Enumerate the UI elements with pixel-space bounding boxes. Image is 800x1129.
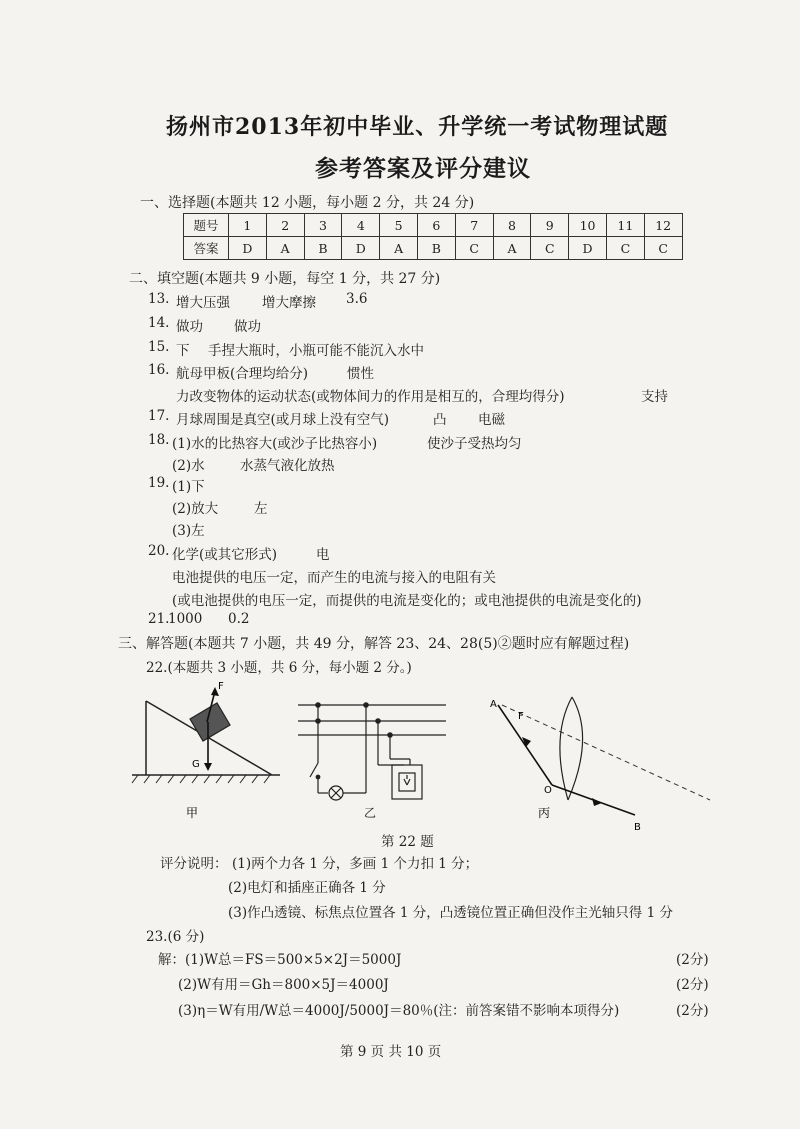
question-number-cell: 3 [304,214,342,237]
q14-a2: 做功 [234,319,261,335]
q13-a2: 增大摩擦 [262,295,316,311]
answer-cell: B [417,237,455,260]
answer-cell: B [304,237,342,260]
q13-a1: 增大压强 [176,295,230,311]
question-number-cell: 8 [493,214,531,237]
label-jia: 甲 [186,806,199,820]
q17-a2: 凸 [433,412,447,428]
answer-cell: D [229,237,267,260]
q23-score-1: (2分) [676,952,709,968]
q23-score-3: (2分) [676,1003,709,1019]
q20-a2: 电 [316,547,330,563]
question-number-cell: 9 [531,214,569,237]
answer-table [183,213,683,260]
question-number-cell: 12 [644,214,682,237]
q15-a2: 手捏大瓶时，小瓶可能不能沉入水中 [208,343,424,359]
q15-num: 15. [148,339,170,355]
question-number-cell: 11 [606,214,644,237]
page-title: 扬州市2013年初中毕业、升学统一考试物理试题 [166,114,669,140]
q23-step3: (3)η＝W有用/W总＝4000J/5000J＝80％(注：前答案错不影响本项得分) [178,1003,620,1019]
label-bing: 丙 [538,806,551,820]
q18-a4: 水蒸气液化放热 [240,458,335,474]
q19-a3: 左 [254,501,268,517]
q16-a1: 航母甲板(合理均给分) [176,366,309,382]
label-O: O [544,785,552,796]
q23-step2: (2)W有用＝Gh＝800×5J＝4000J [178,977,389,993]
label-yi: 乙 [364,806,377,820]
figure-incline [132,681,280,820]
answer-cell: A [493,237,531,260]
figure-lens [490,697,710,833]
table-header-num: 题号 [184,214,229,237]
q21-a2: 0.2 [228,611,250,627]
label-F: F [218,681,224,692]
question-number-cell: 10 [569,214,607,237]
q13-a3: 3.6 [346,291,368,307]
q16-num: 16. [148,362,170,378]
label-A: A [490,699,497,710]
section-heading-solve: 三、解答题(本题共 7 小题，共 49 分，解答 23、24、28(5)②题时应有解题过程) [118,636,630,652]
q16-a2: 惯性 [347,366,374,382]
answer-cell: C [455,237,493,260]
q15-a1: 下 [176,343,190,359]
answer-cell: D [342,237,380,260]
q20-a4: (或电池提供的电压一定，而提供的电流是变化的；或电池提供的电流是变化的) [172,593,642,609]
question-number-cell: 1 [229,214,267,237]
q22-figures [120,675,720,835]
q19-a4: (3)左 [172,523,205,539]
q22-heading: 22.(本题共 3 小题，共 6 分，每小题 2 分。) [146,660,412,676]
q17-a1: 月球周围是真空(或月球上没有空气) [176,412,390,428]
label-G: G [192,759,200,770]
q20-a3: 电池提供的电压一定，而产生的电流与接入的电阻有关 [172,570,496,586]
section-heading-choice: 一、选择题(本题共 12 小题，每小题 2 分，共 24 分) [140,195,475,211]
q23-score-2: (2分) [676,977,709,993]
section-heading-fill: 二、填空题(本题共 9 小题，每空 1 分，共 27 分) [129,271,441,287]
answer-cell: C [644,237,682,260]
question-number-cell: 2 [266,214,304,237]
table-header-ans: 答案 [184,237,229,260]
page-subtitle: 参考答案及评分建议 [315,155,531,182]
q21-num: 21. [148,611,170,627]
q18-a2: 使沙子受热均匀 [427,436,522,452]
q16-a4: 支持 [641,389,668,405]
note-3: (3)作凸透镜、标焦点位置各 1 分，凸透镜位置正确但没作主光轴只得 1 分 [228,905,673,921]
figure-circuit [298,703,446,820]
answer-cell: D [569,237,607,260]
q13-num: 13. [148,291,170,307]
answer-cell: C [606,237,644,260]
figure-caption: 第 22 题 [381,834,434,850]
q17-num: 17. [148,408,170,424]
question-number-cell: 6 [417,214,455,237]
q23-heading: 23.(6 分) [146,929,205,945]
q21-a1: 1000 [168,611,203,627]
answer-cell: A [380,237,418,260]
question-number-cell: 7 [455,214,493,237]
q16-a3: 力改变物体的运动状态(或物体间力的作用是相互的，合理均得分) [176,389,565,405]
q14-num: 14. [148,315,170,331]
q19-a1: (1)下 [172,479,205,495]
q18-num: 18. [148,432,170,448]
page-footer: 第 9 页 共 10 页 [340,1044,442,1060]
note-2: (2)电灯和插座正确各 1 分 [228,880,386,896]
q18-a1: (1)水的比热容大(或沙子比热容小) [172,436,378,452]
label-B: B [634,822,641,833]
answer-cell: C [531,237,569,260]
q17-a3: 电磁 [478,412,505,428]
question-number-cell: 5 [380,214,418,237]
q18-a3: (2)水 [172,458,205,474]
q20-num: 20. [148,543,170,559]
note-label: 评分说明： [160,856,228,872]
note-1: (1)两个力各 1 分，多画 1 个力扣 1 分； [232,856,479,872]
q19-a2: (2)放大 [172,501,219,517]
q19-num: 19. [148,475,170,491]
label-F2: F [518,711,524,722]
q23-step1: 解：(1)W总＝FS＝500×5×2J＝5000J [158,952,402,968]
q14-a1: 做功 [176,319,203,335]
answer-cell: A [266,237,304,260]
q20-a1: 化学(或其它形式) [172,547,278,563]
question-number-cell: 4 [342,214,380,237]
